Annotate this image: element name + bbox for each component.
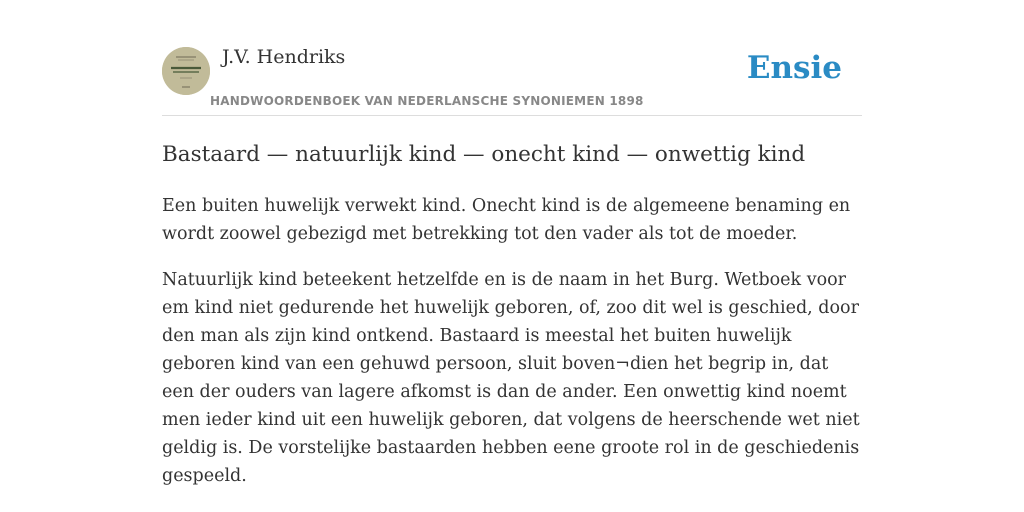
article-title: Bastaard — natuurlijk kind — onecht kind — onwettig kind (162, 142, 806, 167)
header (162, 44, 862, 116)
author-name[interactable]: J.V. Hendriks (222, 46, 346, 68)
article (162, 140, 862, 490)
brand-logo[interactable]: Ensie (746, 50, 842, 86)
source-title[interactable]: HANDWOORDENBOEK VAN NEDERLANSCHE SYNONIEMEN 1898 (210, 94, 644, 108)
article-paragraph: Een buiten huwelijk verwekt kind. Onecht kind is de algemeene benaming en wordt zoowel gebezigd met betrekking tot den vader als tot de moeder. (162, 196, 851, 244)
book-cover-icon[interactable] (162, 47, 210, 95)
divider (162, 115, 862, 116)
article-paragraph: Natuurlijk kind beteekent hetzelfde en is de naam in het Burg. Wetboek voor em kind niet gedurende het huwelijk geboren, of, zoo dit wel is geschied, door den man als zijn kind ontkend. Bastaard is meestal het buiten huwelijk geboren kind van een gehuwd persoon, sluit boven¬dien het begrip in, dat een der ouders van lagere afkomst is dan de ander. Een onwettig kind noemt men ieder kind uit een huwelijk geboren, dat volgens de heerschende wet niet geldig is. De vorstelijke bastaarden hebben eene groote rol in de geschiedenis gespeeld. (162, 270, 860, 486)
